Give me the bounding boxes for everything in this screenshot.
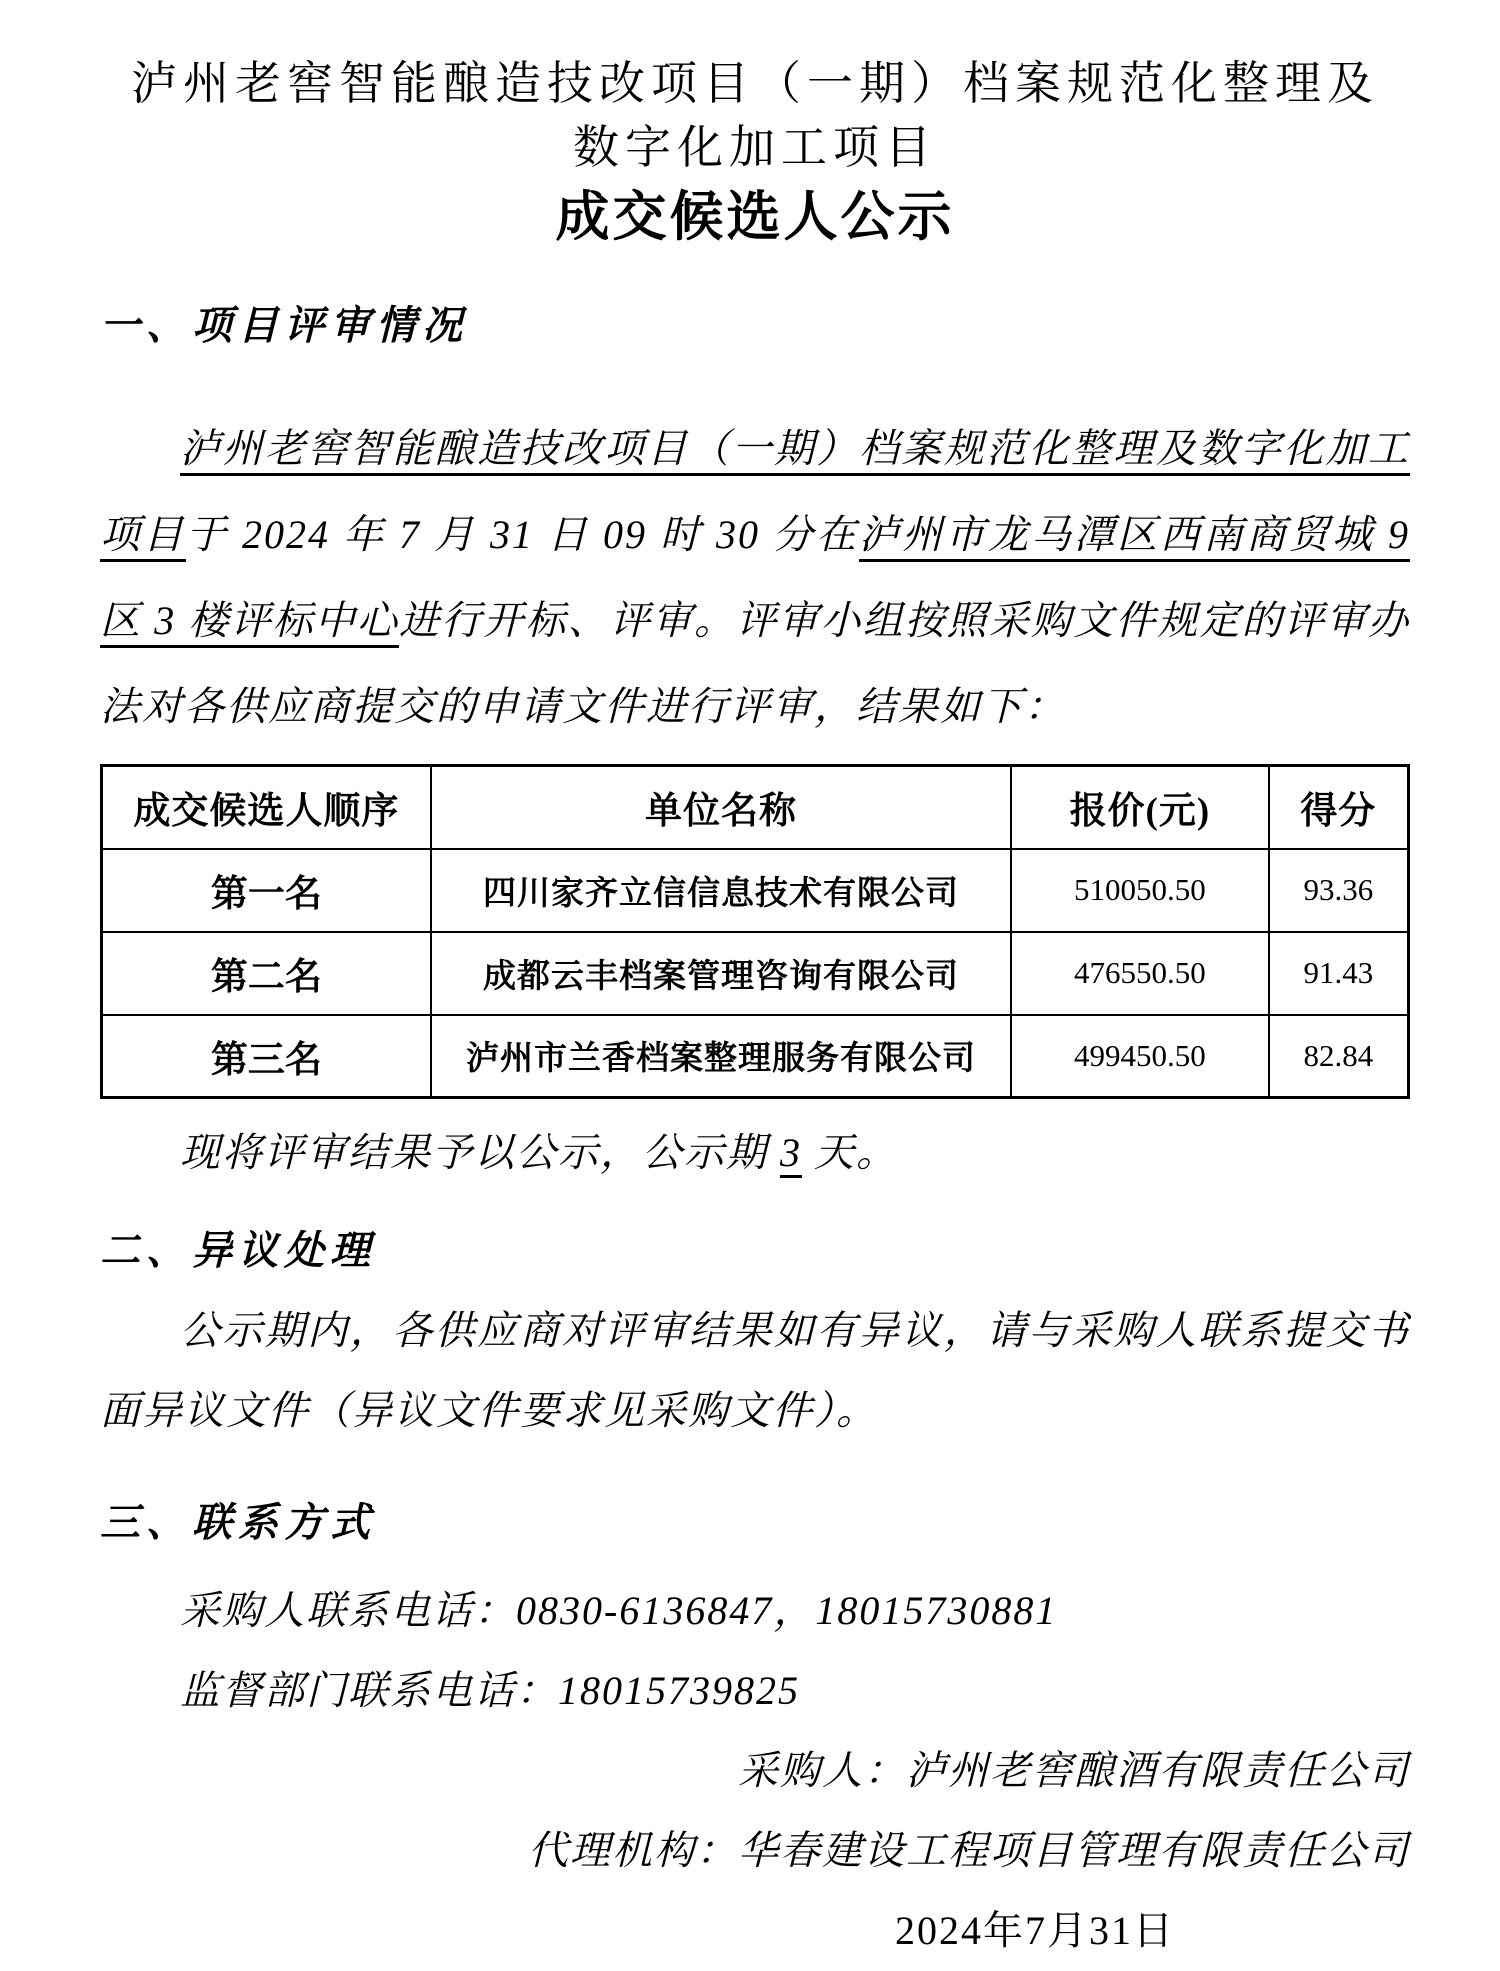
rank-cell: 第一名 <box>102 849 431 932</box>
buyer-phone-line: 采购人联系电话：0830-6136847，18015730881 <box>180 1588 1058 1633</box>
company-cell: 成都云丰档案管理咨询有限公司 <box>431 932 1011 1015</box>
section1-heading: 一、项目评审情况 <box>100 303 468 348</box>
agency-signature-line: 代理机构：华春建设工程项目管理有限责任公司 <box>528 1828 1410 1873</box>
note-text-post: 天。 <box>802 1130 898 1175</box>
section1-paragraph <box>100 406 1410 750</box>
table-row <box>102 932 1409 1015</box>
price-cell: 476550.50 <box>1011 932 1268 1015</box>
page-subtitle: 成交候选人公示 <box>555 187 955 247</box>
publicity-days-underlined: 3 <box>780 1130 802 1178</box>
price-cell: 510050.50 <box>1011 849 1268 932</box>
company-cell: 泸州市兰香档案整理服务有限公司 <box>431 1015 1011 1098</box>
publicity-period-note <box>100 1127 1410 1179</box>
section2-heading: 二、异议处理 <box>100 1228 376 1273</box>
rank-cell: 第三名 <box>102 1015 431 1098</box>
section2-paragraph: 公示期内，各供应商对评审结果如有异议，请与采购人联系提交书面异议文件（异议文件要求见采购文件）。 <box>100 1308 1410 1433</box>
score-cell: 91.43 <box>1269 932 1409 1015</box>
company-cell: 四川家齐立信信息技术有限公司 <box>431 849 1011 932</box>
table-header-row <box>102 766 1409 849</box>
header-rank: 成交候选人顺序 <box>102 766 431 849</box>
note-text-pre: 现将评审结果予以公示，公示期 <box>180 1130 780 1175</box>
project-name-underlined: 泸州老窖智能酿造技改项目（一期）档案规范化整理及数字化加工项目 <box>100 426 1410 562</box>
page-title-line1: 泸州老窖智能酿造技改项目（一期）档案规范化整理及 <box>131 58 1379 109</box>
rank-cell: 第二名 <box>102 932 431 1015</box>
buyer-signature-line: 采购人：泸州老窖酿酒有限责任公司 <box>738 1748 1410 1793</box>
table-row <box>102 849 1409 932</box>
section3-heading: 三、联系方式 <box>100 1500 376 1545</box>
header-company: 单位名称 <box>431 766 1011 849</box>
score-cell: 93.36 <box>1269 849 1409 932</box>
results-table <box>100 764 1410 1099</box>
review-process-text: 进行开标、评审。评审小组按照采购文件规定的评审办法对各供应商提交的申请文件进行评审，结果如下： <box>100 598 1411 729</box>
opening-time-text: 于 2024 年 7 月 31 日 09 时 30 分在 <box>186 512 859 557</box>
page-title-line2: 数字化加工项目 <box>573 122 937 173</box>
table-row <box>102 1015 1409 1098</box>
score-cell: 82.84 <box>1269 1015 1409 1098</box>
date-line: 2024年7月31日 <box>895 1908 1175 1953</box>
header-price: 报价(元) <box>1011 766 1268 849</box>
supervision-phone-line: 监督部门联系电话：18015739825 <box>180 1668 800 1713</box>
price-cell: 499450.50 <box>1011 1015 1268 1098</box>
header-score: 得分 <box>1269 766 1409 849</box>
opening-venue-underlined: 泸州市龙马潭区西南商贸城 9 区 3 楼评标中心 <box>100 512 1410 648</box>
